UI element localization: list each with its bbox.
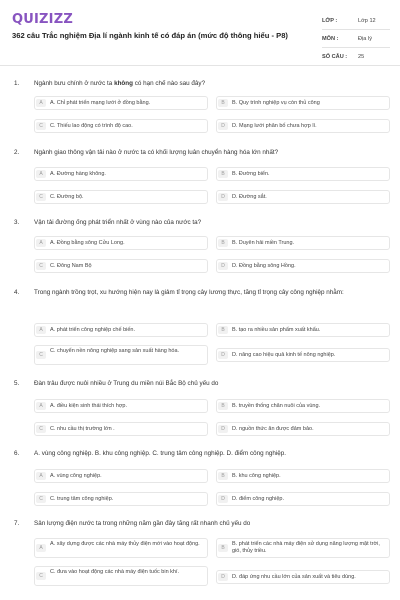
answer-option-b[interactable] [216,469,390,483]
option-badge: B [218,402,228,410]
option-text: B. Quy trình nghiệp vụ còn thủ công [232,100,320,106]
answer-option-b[interactable] [216,399,390,413]
option-text: A. phát triển công nghiệp chế biến. [50,327,136,333]
option-badge: B [218,170,228,178]
question-text: 1. Ngành bưu chính ở nước ta không có hạn chế nào sau đây? [14,80,206,87]
option-text: C. nhu cầu thị trường lớn . [50,426,115,432]
option-badge: A [36,472,46,480]
option-badge: A [36,402,46,410]
meta-label: LỚP : [322,17,338,24]
answer-option-c[interactable] [34,566,208,586]
answer-option-a[interactable] [34,167,208,181]
option-badge: D [218,573,228,581]
answer-option-c[interactable] [34,492,208,506]
answer-option-a[interactable] [34,96,208,110]
option-text: C. chuyển nền nông nghiệp sang sản xuất hàng hóa. [50,348,180,354]
meta-row-subject [322,30,390,48]
answer-option-c[interactable] [34,345,208,365]
option-text: D. Đường sắt. [232,194,267,200]
option-text: A. Chỉ phát triển mạng lưới ở đồng bằng. [50,100,151,106]
option-badge: C [36,193,46,201]
worksheet-meta [322,12,390,66]
question-number: 5. [14,380,20,387]
answer-option-a[interactable] [34,323,208,337]
meta-value: 25 [358,53,365,60]
option-badge: B [218,326,228,334]
answer-option-c[interactable] [34,259,208,273]
option-badge: C [36,262,46,270]
option-text: C. Thiếu lao động có trình độ cao. [50,123,133,129]
answer-option-a[interactable] [34,236,208,250]
option-badge: D [218,262,228,270]
answer-option-b[interactable] [216,538,390,558]
quizizz-logo[interactable]: QUIZIZZ [12,12,73,27]
option-text: B. Đường biển. [232,171,270,177]
option-badge: A [36,99,46,107]
option-badge: B [218,544,228,552]
meta-value: Địa lý [358,35,372,42]
option-text: C. Đông Nam Bộ [50,263,92,269]
answer-option-b[interactable] [216,96,390,110]
question-number: 4. [14,289,20,296]
answer-option-c[interactable] [34,422,208,436]
question-text: 5. Đàn trâu được nuôi nhiều ở Trung du miền núi Bắc Bộ chủ yếu do [14,380,219,387]
option-text: A. xây dựng được các nhà máy thủy điện mới vào hoạt động. [50,541,200,547]
answer-option-d[interactable] [216,570,390,584]
answer-option-b[interactable] [216,323,390,337]
option-badge: D [218,351,228,359]
question-number: 3. [14,219,20,226]
answer-option-b[interactable] [216,236,390,250]
option-text: C. trung tâm công nghiệp. [50,496,114,502]
question-number: 7. [14,520,20,527]
option-badge: D [218,495,228,503]
meta-row-class [322,12,390,30]
answer-option-a[interactable] [34,469,208,483]
option-text: A. điều kiện sinh thái thích hợp. [50,403,127,409]
question-text: 2. Ngành giao thông vận tải nào ở nước ta có khối lượng luân chuyển hàng hóa lớn nhất? [14,149,279,156]
answer-option-c[interactable] [34,119,208,133]
question-text: 3. Vận tải đường ống phát triển nhất ở vùng nào của nước ta? [14,219,202,226]
answer-option-d[interactable] [216,492,390,506]
answer-option-a[interactable] [34,399,208,413]
option-badge: C [36,425,46,433]
question-number: 6. [14,450,20,457]
answer-option-d[interactable] [216,259,390,273]
option-text: D. đáp ứng nhu cầu lớn của sản xuất và tiêu dùng. [232,574,356,580]
question-text: 7. Sản lượng điện nước ta trong những năm gần đây tăng rất nhanh chủ yếu do [14,520,251,527]
option-text: A. vùng công nghiệp. [50,473,102,479]
option-badge: A [36,239,46,247]
option-text: B. khu công nghiệp. [232,473,281,479]
option-badge: D [218,425,228,433]
option-text: D. điểm công nghiệp. [232,496,284,502]
option-text: D. nâng cao hiệu quả kinh tế nông nghiệp. [232,352,336,358]
option-text: B. truyền thống chăn nuôi của vùng. [232,403,321,409]
option-text: A. Đồng bằng sông Cửu Long. [50,240,125,246]
option-badge: C [36,572,46,580]
answer-option-b[interactable] [216,167,390,181]
option-text: A. Đường hàng không. [50,171,106,177]
question-text: 6. A. vùng công nghiệp. B. khu công nghiệp. C. trung tâm công nghiệp. D. điểm công nghiệp. [14,450,287,457]
option-badge: C [36,351,46,359]
meta-label: SỐ CÂU : [322,53,348,60]
option-badge: A [36,170,46,178]
option-badge: B [218,472,228,480]
option-badge: D [218,122,228,130]
option-badge: C [36,495,46,503]
option-badge: C [36,122,46,130]
meta-label: MÔN : [322,35,339,42]
question-text: 4. Trong ngành trồng trọt, xu hướng hiện nay là giảm tỉ trọng cây lương thực, tăng tỉ trọng cây công nghiệp nhằm: [14,289,344,296]
option-badge: A [36,544,46,552]
answer-option-d[interactable] [216,190,390,204]
option-badge: A [36,326,46,334]
option-text: B. tạo ra nhiều sản phẩm xuất khẩu. [232,327,321,333]
answer-option-d[interactable] [216,348,390,362]
option-badge: B [218,99,228,107]
option-text: C. đưa vào hoạt động các nhà máy điện tuốc bin khí. [50,569,180,575]
option-text: D. Mạng lưới phân bố chưa hợp lí. [232,123,317,129]
meta-row-count [322,48,390,66]
answer-option-d[interactable] [216,119,390,133]
option-text: B. phát triển các nhà máy điện sử dụng năng lượng mặt trời, gió, thủy triều. [232,541,380,554]
option-badge: B [218,239,228,247]
answer-option-a[interactable] [34,538,208,558]
question-number: 1. [14,80,20,87]
answer-option-d[interactable] [216,422,390,436]
option-badge: D [218,193,228,201]
option-text: D. Đồng bằng sông Hồng. [232,263,296,269]
option-text: C. Đường bộ. [50,194,84,200]
option-text: D. nguồn thức ăn được đảm bảo. [232,426,314,432]
worksheet-title: 362 câu Trắc nghiệm Địa lí ngành kinh tế có đáp án (mức độ thông hiểu - P8) [12,31,288,40]
question-number: 2. [14,149,20,156]
worksheet-header [0,0,400,66]
meta-value: Lớp 12 [358,17,376,24]
option-text: B. Duyên hải miền Trung. [232,240,295,246]
answer-option-c[interactable] [34,190,208,204]
